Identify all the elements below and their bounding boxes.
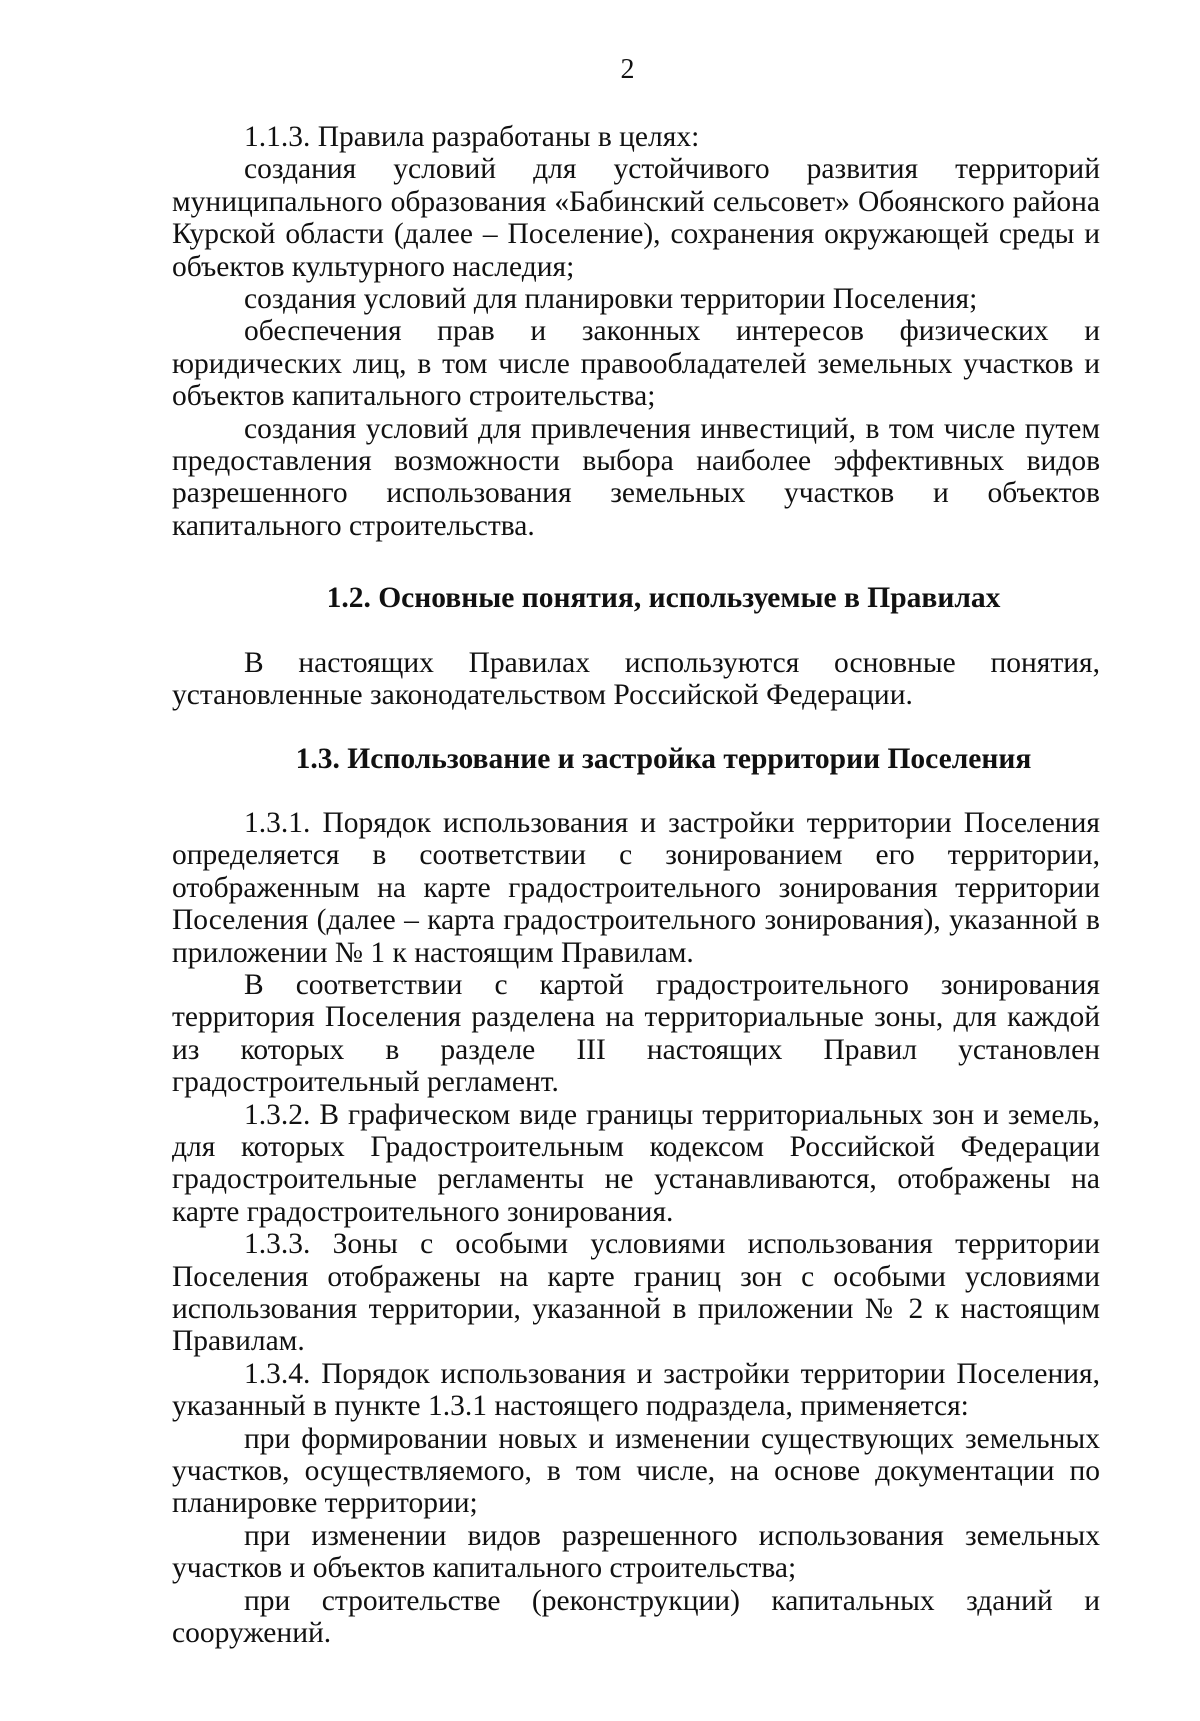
document-body: [172, 121, 1100, 1649]
paragraph-1-3-2: 1.3.2. В графическом виде границы территориальных зон и земель, для которых Градостроительным кодексом Российской Федерации градостроительные регламенты не устанавливаются, отображены на карте градостроительного зонирования.: [172, 1098, 1100, 1228]
paragraph-goal-planning: создания условий для планировки территории Поселения;: [244, 283, 978, 316]
spacer: [172, 775, 1100, 807]
spacer: [172, 542, 1100, 582]
paragraph-goal-investments: создания условий для привлечения инвестиций, в том числе путем предоставления возможности выбора наиболее эффективных видов разрешенного использования земельных участков и объектов капитального строительства.: [172, 412, 1100, 542]
section-heading-1-2: 1.2. Основные понятия, используемые в Правилах: [326, 582, 1001, 615]
paragraph-1-1-3-intro: 1.1.3. Правила разработаны в целях:: [244, 121, 700, 153]
paragraph-1-3-4: 1.3.4. Порядок использования и застройки территории Поселения, указанный в пункте 1.3.1 настоящего подраздела, применяется:: [172, 1357, 1100, 1423]
page-number: 2: [620, 54, 635, 85]
paragraph-case-construction: при строительстве (реконструкции) капитальных зданий и сооружений.: [172, 1584, 1100, 1650]
paragraph-zoning-regulation: В соответствии с картой градостроительного зонирования территория Поселения разделена на территориальные зоны, для каждой из которых в разделе III настоящих Правил установлен градостроительный регламент.: [172, 968, 1100, 1099]
paragraph-goal-sustainable-development: создания условий для устойчивого развития территорий муниципального образования «Бабинский сельсовет» Обоянского района Курской области (далее – Поселение), сохранения окружающей среды и объектов культурного наследия;: [172, 153, 1100, 283]
paragraph-1-2-text: В настоящих Правилах используются основные понятия, установленные законодательством Российской Федерации.: [172, 646, 1100, 712]
section-heading-1-3: 1.3. Использование и застройка территории Поселения: [295, 742, 1032, 775]
paragraph-1-3-3: 1.3.3. Зоны с особыми условиями использования территории Поселения отображены на карте границ зон с особыми условиями использования территории, указанной в приложении № 2 к настоящим Правилам.: [172, 1228, 1100, 1358]
paragraph-goal-rights: обеспечения прав и законных интересов физических и юридических лиц, в том числе правообладателей земельных участков и объектов капитального строительства;: [172, 315, 1100, 413]
spacer: [172, 615, 1100, 647]
paragraph-case-land-plots: при формировании новых и изменении существующих земельных участков, осуществляемого, в том числе, на основе документации по планировке территории;: [172, 1422, 1100, 1520]
paragraph-1-3-1: 1.3.1. Порядок использования и застройки территории Поселения определяется в соответствии с зонированием его территории, отображенным на карте градостроительного зонирования территории Поселения (далее – карта градостроительного зонирования), указанной в приложении № 1 к настоящим Правилам.: [172, 806, 1100, 969]
spacer: [172, 712, 1100, 743]
paragraph-case-permitted-use: при изменении видов разрешенного использования земельных участков и объектов капитального строительства;: [172, 1519, 1100, 1585]
